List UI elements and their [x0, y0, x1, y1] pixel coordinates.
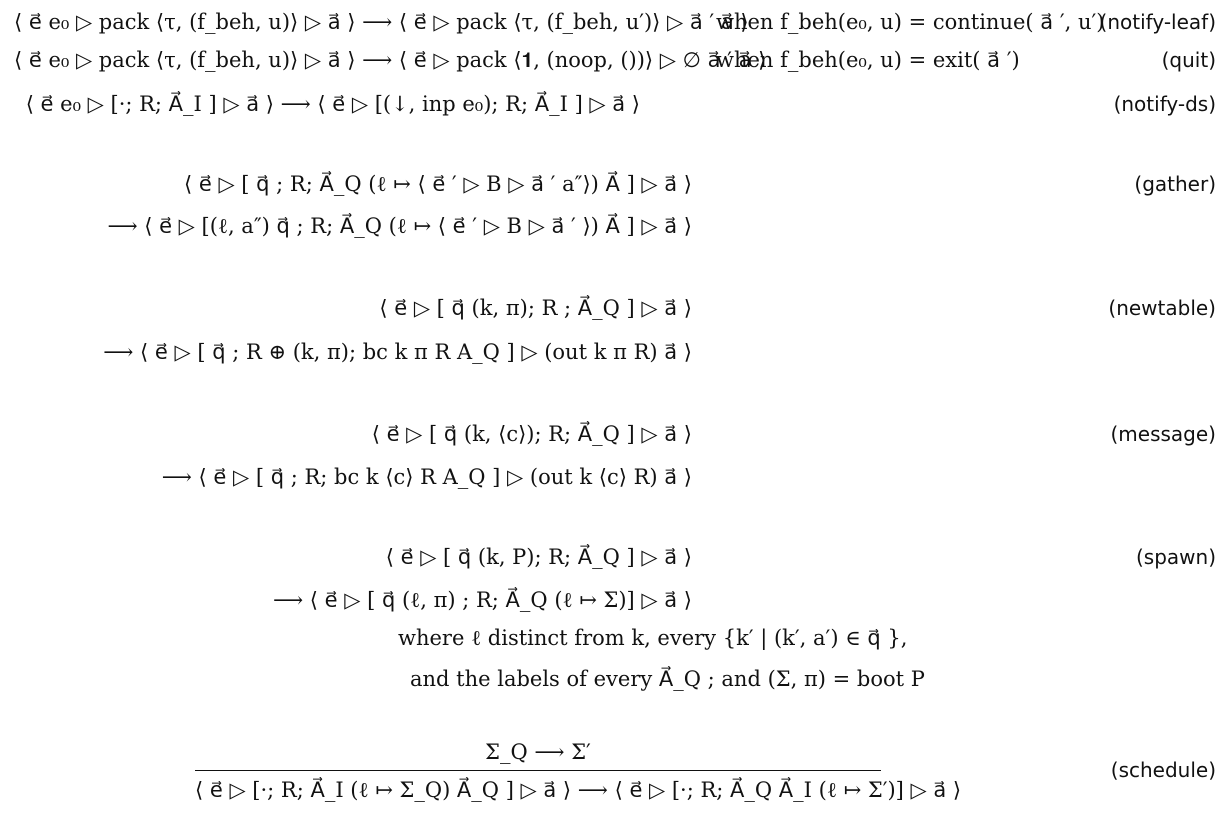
rule-notify-ds-formula: ⟨ e⃗ e₀ ▷ [·; R; A⃗_I ] ▷ a⃗ ⟩ ⟶ ⟨ e⃗ ▷ [(↓, inp e₀); R; A⃗_I ] ▷ a⃗ ⟩ [25, 92, 640, 116]
rule-spawn-label: (spawn) [1135, 545, 1216, 569]
rule-quit-label: (quit) [1161, 48, 1216, 72]
rule-notify-leaf-label: (notify-leaf) [1099, 10, 1216, 34]
rule-message-line-2: ⟶ ⟨ e⃗ ▷ [ q⃗ ; R; bc k ⟨c⟩ R A_Q ] ▷ (out k ⟨c⟩ R) a⃗ ⟩ [161, 465, 692, 489]
rule-quit-formula: ⟨ e⃗ e₀ ▷ pack ⟨τ, (f_beh, u)⟩ ▷ a⃗ ⟩ ⟶ ⟨ e⃗ ▷ pack ⟨𝟏, (noop, ())⟩ ▷ ∅ a⃗ ′ a⃗ ⟩ [14, 48, 767, 72]
rule-spawn-line-2: ⟶ ⟨ e⃗ ▷ [ q⃗ (ℓ, π) ; R; A⃗_Q (ℓ ↦ Σ)] ▷ a⃗ ⟩ [273, 588, 692, 612]
rule-spawn-where-1: where ℓ distinct from k, every {k′ | (k′, a′) ∈ q⃗ }, [398, 626, 908, 650]
rule-newtable-line-2: ⟶ ⟨ e⃗ ▷ [ q⃗ ; R ⊕ (k, π); bc k π R A_Q ] ▷ (out k π R) a⃗ ⟩ [103, 340, 692, 364]
rule-schedule-inference-bar [195, 770, 881, 771]
rule-notify-ds-label: (notify-ds) [1113, 92, 1216, 116]
rule-gather-line-2: ⟶ ⟨ e⃗ ▷ [(ℓ, a″) q⃗ ; R; A⃗_Q (ℓ ↦ ⟨ e⃗ ′ ▷ B ▷ a⃗ ′ ⟩) A⃗ ] ▷ a⃗ ⟩ [107, 214, 692, 238]
rule-schedule-premise: Σ_Q ⟶ Σ′ [485, 740, 591, 764]
rule-schedule-conclusion: ⟨ e⃗ ▷ [·; R; A⃗_I (ℓ ↦ Σ_Q) A⃗_Q ] ▷ a⃗ ⟩ ⟶ ⟨ e⃗ ▷ [·; R; A⃗_Q A⃗_I (ℓ ↦ Σ′)] ▷ a⃗ ⟩ [195, 778, 962, 802]
rule-schedule-label: (schedule) [1110, 758, 1216, 782]
rule-notify-leaf-side-condition: when f_beh(e₀, u) = continue( a⃗ ′, u′) [716, 10, 1105, 34]
rule-message-label: (message) [1110, 422, 1216, 446]
rule-spawn-where-2: and the labels of every A⃗_Q ; and (Σ, π) = boot P [410, 667, 925, 691]
rule-newtable-label: (newtable) [1108, 296, 1216, 320]
rule-spawn-line-1: ⟨ e⃗ ▷ [ q⃗ (k, P); R; A⃗_Q ] ▷ a⃗ ⟩ [385, 545, 692, 569]
rule-gather-label: (gather) [1134, 172, 1216, 196]
rule-newtable-line-1: ⟨ e⃗ ▷ [ q⃗ (k, π); R ; A⃗_Q ] ▷ a⃗ ⟩ [379, 296, 692, 320]
rule-quit-side-condition: when f_beh(e₀, u) = exit( a⃗ ′) [716, 48, 1020, 72]
rule-notify-leaf-formula: ⟨ e⃗ e₀ ▷ pack ⟨τ, (f_beh, u)⟩ ▷ a⃗ ⟩ ⟶ ⟨ e⃗ ▷ pack ⟨τ, (f_beh, u′)⟩ ▷ a⃗ ′ a⃗ ⟩ [14, 10, 749, 34]
rule-message-line-1: ⟨ e⃗ ▷ [ q⃗ (k, ⟨c⟩); R; A⃗_Q ] ▷ a⃗ ⟩ [371, 422, 692, 446]
rule-gather-line-1: ⟨ e⃗ ▷ [ q⃗ ; R; A⃗_Q (ℓ ↦ ⟨ e⃗ ′ ▷ B ▷ a⃗ ′ a″⟩) A⃗ ] ▷ a⃗ ⟩ [184, 172, 692, 196]
